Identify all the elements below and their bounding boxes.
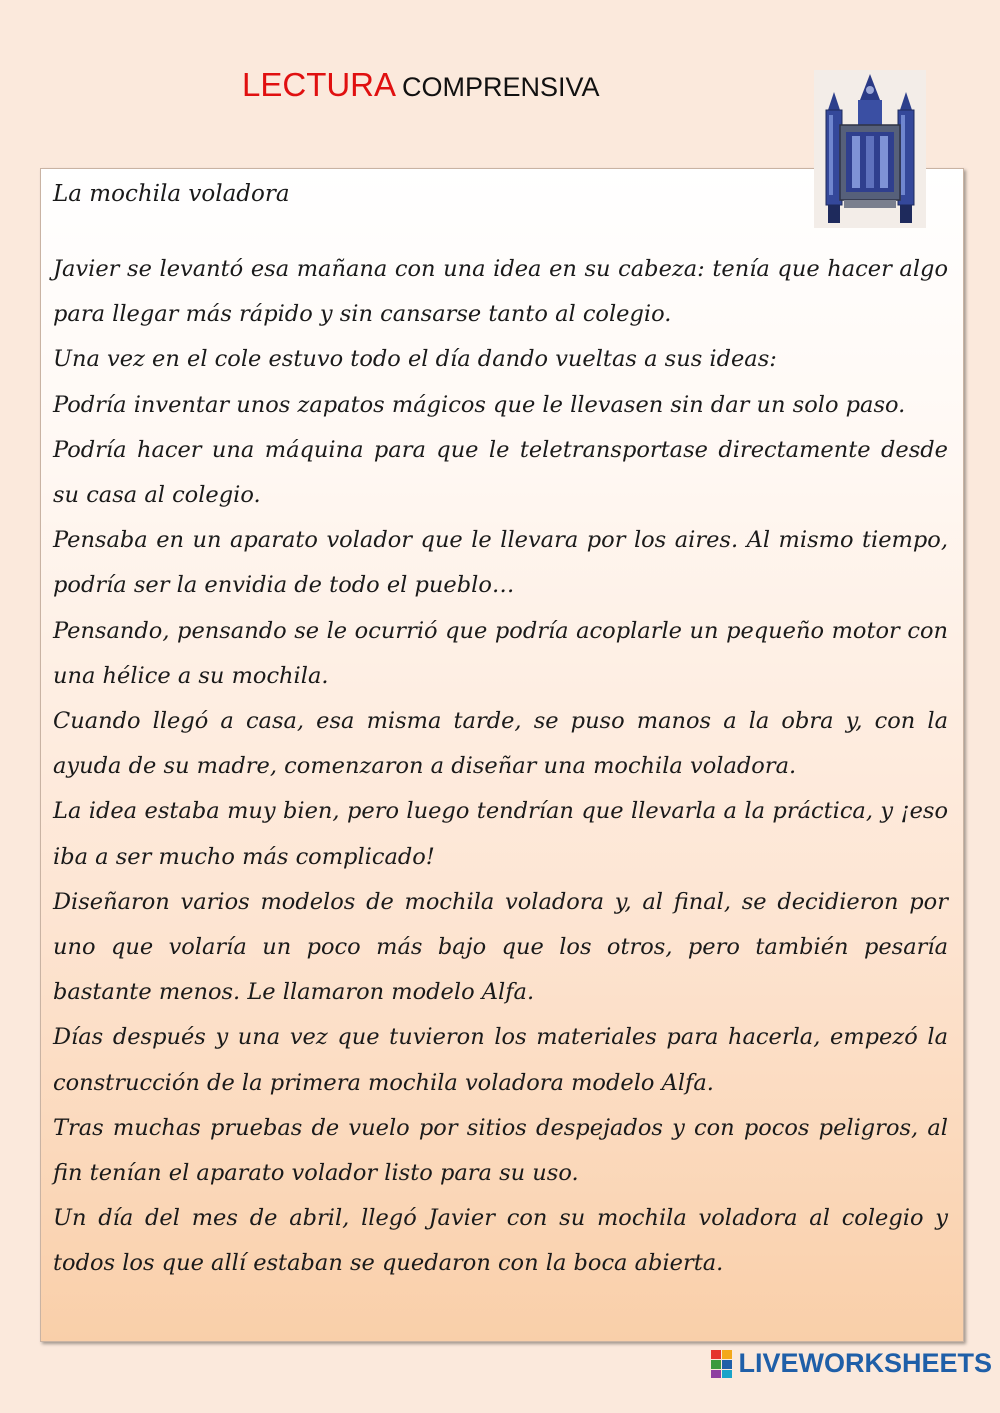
story-body [53,247,948,1287]
story-paragraph: Días después y una vez que tuvieron los materiales para hacerla, empezó la construcción de la primera mochila voladora modelo Alfa. [53,1024,948,1096]
reading-card [40,168,964,1342]
story-paragraph: Un día del mes de abril, llegó Javier con su mochila voladora al colegio y todos los que allí estaban se quedaron con la boca abierta. [53,1205,948,1277]
story-paragraph: Pensaba en un aparato volador que le llevara por los aires. Al mismo tiempo, podría ser la envidia de todo el pueblo… [53,527,948,599]
page-title [242,66,600,104]
brand-logo[interactable] [711,1348,992,1379]
liveworksheets-logo-icon [711,1350,733,1378]
story-paragraph: La idea estaba muy bien, pero luego tendrían que llevarla a la práctica, y ¡eso iba a ser mucho más complicado! [53,798,948,870]
brand-name: LIVEWORKSHEETS [738,1348,992,1378]
page-title-comprensiva: COMPRENSIVA [402,72,600,102]
story-title: La mochila voladora [53,181,290,207]
story-paragraph: Podría inventar unos zapatos mágicos que le llevasen sin dar un solo paso. [53,391,906,418]
story-paragraph: Una vez en el cole estuvo todo el día dando vueltas a sus ideas: [53,346,777,373]
story-paragraph: Javier se levantó esa mañana con una idea en su cabeza: tenía que hacer algo para llegar más rápido y sin cansarse tanto al colegio. [53,256,948,328]
story-paragraph: Podría hacer una máquina para que le teletransportase directamente desde su casa al colegio. [53,436,948,509]
story-paragraph: Pensando, pensando se le ocurrió que podría acoplarle un pequeño motor con una hélice a su mochila. [53,617,948,689]
page-title-lectura: LECTURA [242,66,397,103]
story-paragraph: Diseñaron varios modelos de mochila voladora y, al final, se decidieron por uno que volaría un poco más bajo que los otros, pero también pesaría bastante menos. Le llamaron modelo Alfa. [53,888,948,1006]
story-paragraph: Tras muchas pruebas de vuelo por sitios despejados y con pocos peligros, al fin tenían el aparato volador listo para su uso. [53,1114,948,1187]
jetpack-icon [814,70,926,228]
story-paragraph: Cuando llegó a casa, esa misma tarde, se puso manos a la obra y, con la ayuda de su madre, comenzaron a diseñar una mochila voladora. [53,708,948,780]
